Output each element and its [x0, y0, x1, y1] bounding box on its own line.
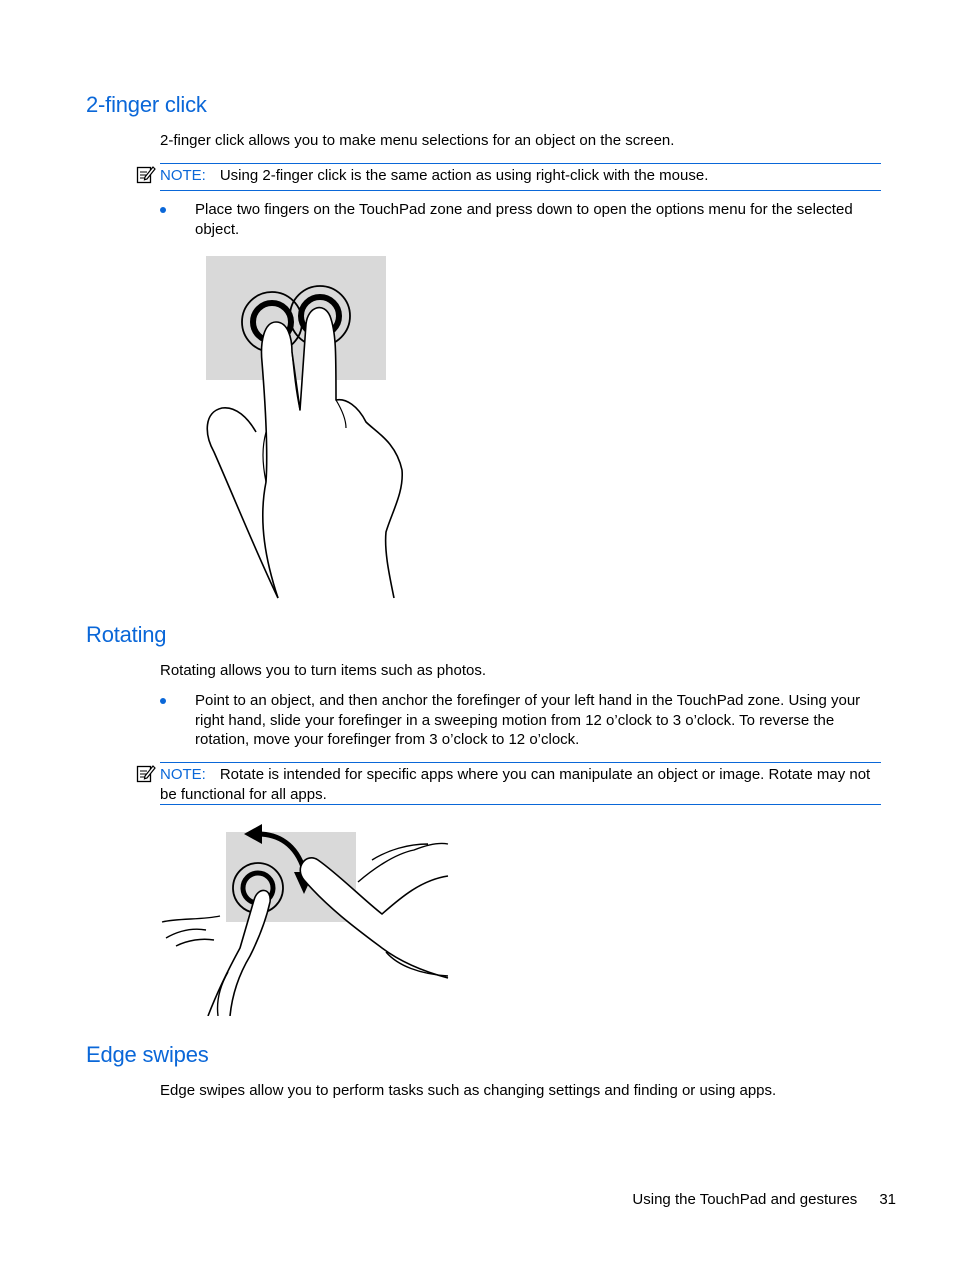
- bullet-dot-icon: [160, 698, 166, 704]
- note-box-2-finger-click: [160, 163, 881, 191]
- section-heading-2-finger-click: 2-finger click: [86, 92, 207, 117]
- note-pencil-icon: [136, 763, 156, 783]
- bullet-dot-icon: [160, 207, 166, 213]
- page-number: 31: [879, 1191, 896, 1208]
- section-intro-rotating: Rotating allows you to turn items such as photos.: [160, 662, 487, 679]
- list-item: [160, 200, 885, 239]
- touchpad-zone: [206, 256, 386, 380]
- section-intro-edge-swipes: Edge swipes allow you to perform tasks such as changing settings and finding or using apps.: [160, 1082, 777, 1099]
- section-heading-rotating: Rotating: [86, 622, 167, 647]
- list-item-text: Place two fingers on the TouchPad zone and press down to open the options menu for the selected object.: [195, 201, 853, 238]
- note-label: NOTE:: [160, 766, 206, 783]
- list-item-text: Point to an object, and then anchor the forefinger of your left hand in the TouchPad zone. Using your right hand, slide your forefinger in a sweeping motion from 12 o’clock to 3 o’clock. To reverse the rotation, move your forefinger from 3 o’clock to 12 o’clock.: [195, 692, 861, 748]
- note-pencil-icon: [136, 164, 156, 184]
- note-text: Using 2-finger click is the same action as using right-click with the mouse.: [219, 167, 709, 184]
- section-heading-edge-swipes: Edge swipes: [86, 1042, 209, 1067]
- note-text: Rotate is intended for specific apps where you can manipulate an object or image. Rotate may not be functional for all apps.: [160, 766, 871, 803]
- note-box-rotating: [160, 762, 881, 805]
- two-finger-click-illustration: [196, 252, 416, 602]
- note-label: NOTE:: [160, 167, 206, 184]
- page-footer: [632, 1191, 896, 1208]
- list-item: [160, 691, 885, 750]
- rotating-illustration: [158, 820, 454, 1016]
- section-intro-2-finger-click: 2-finger click allows you to make menu selections for an object on the screen.: [160, 132, 675, 149]
- footer-title: Using the TouchPad and gestures: [632, 1191, 858, 1208]
